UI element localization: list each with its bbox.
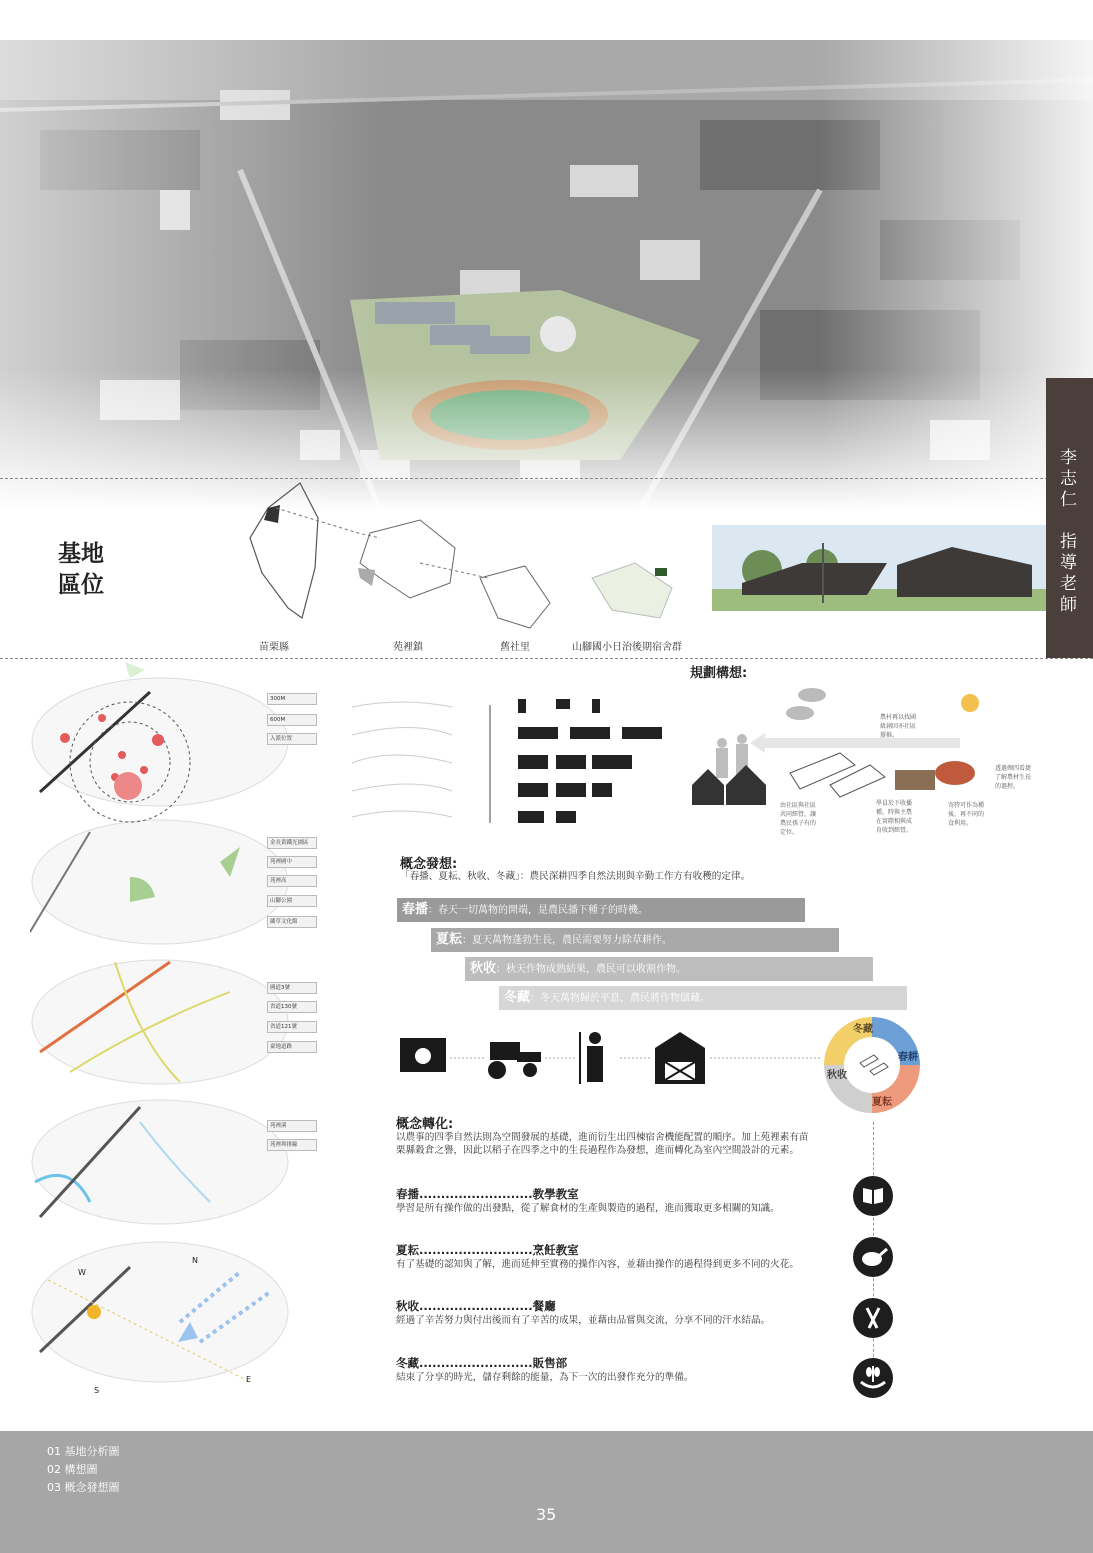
tag-300m: 300M <box>267 693 317 705</box>
divider-bottom <box>0 658 1093 659</box>
seasonal-activity-chart <box>322 685 682 830</box>
wheel-label-autumn: 秋收 <box>827 1070 847 1081</box>
transform-intro: 以農事的四季自然法則為空間發展的基礎，進而衍生出四棟宿舍機能配置的順序。加上苑裡素有苗栗縣穀倉之譽，因此以稻子在四季之中的生長過程作為發想，進而轉化為室內空間設計的元素。 <box>396 1132 809 1156</box>
footer-item-2: 02 構想圖 <box>47 1463 98 1476</box>
season-name-summer: 夏耘 <box>436 932 463 947</box>
concept-intro: 「春播、夏耘、秋收、冬藏」：農民深耕四季自然法則與辛勤工作方有收穫的定律。 <box>400 871 751 882</box>
planning-note-4: 寄特可作為種後，再不同的食利用。 <box>948 802 985 827</box>
tag-600m: 600M <box>267 714 317 726</box>
planning-note-1: 透過劑四看捷了解農材生長的過程。 <box>995 765 1032 790</box>
tag-place-0: 金長黃鐵光園區 <box>267 837 317 849</box>
aerial-photo <box>0 40 1093 510</box>
section-title-site: 基地區位 <box>58 540 104 598</box>
tag-road-0: 國道3號 <box>267 982 317 994</box>
season-desc-spring: ：春天一切萬物的開端，是農民播下種子的時機。 <box>428 905 649 916</box>
item-text-summer: 有了基礎的認知與了解，進而延伸至實務的操作內容，並藉由操作的過程得到更多不同的火花。 <box>396 1259 799 1270</box>
book-icon <box>853 1176 893 1216</box>
season-bar-summer <box>431 928 839 952</box>
site-photo <box>712 525 1046 611</box>
advisor-label: 李志仁 指導老師 <box>1056 448 1076 616</box>
tag-water-1: 苑裡圳排線 <box>267 1139 317 1151</box>
footer <box>0 1431 1093 1553</box>
wheel-label-winter: 冬藏 <box>853 1024 873 1035</box>
item-heading-summer: 夏耘..........................烹飪教室 <box>396 1243 579 1257</box>
planning-title: 規劃構想: <box>690 666 748 681</box>
season-name-winter: 冬藏 <box>504 990 531 1005</box>
map-label-town: 苑裡鎮 <box>393 642 423 653</box>
fork-knife-icon <box>853 1298 893 1338</box>
item-heading-winter: 冬藏..........................販售部 <box>396 1356 568 1370</box>
map-label-site: 山腳國小日治後期宿舍群 <box>572 642 682 653</box>
compass-s: S <box>94 1386 100 1395</box>
season-bar-autumn <box>465 957 873 981</box>
planting-icon <box>400 1038 446 1072</box>
season-name-spring: 春播 <box>402 902 429 917</box>
footer-item-3: 03 概念發想圖 <box>47 1481 120 1494</box>
season-name-autumn: 秋收 <box>470 961 497 976</box>
item-text-autumn: 經過了辛苦努力與付出後而有了辛苦的成果，並藉由品嘗與交流，分享不同的汗水結晶。 <box>396 1315 771 1326</box>
season-desc-summer: ：夏天萬物蓬勃生長，農民需要努力除草耕作。 <box>462 935 673 946</box>
tag-road-2: 省道121號 <box>267 1021 317 1033</box>
map-label-county: 苗栗縣 <box>259 642 289 653</box>
tag-place-3: 山腳公園 <box>267 895 317 907</box>
tag-entrance: 入派位置 <box>267 733 317 745</box>
advisor-tab <box>1046 378 1093 658</box>
cooking-pot-icon <box>853 1237 893 1277</box>
season-desc-autumn: ：秋天作物成熟結果，農民可以收割作物。 <box>496 964 687 975</box>
farming-icons <box>395 1028 825 1088</box>
tag-road-1: 省道130號 <box>267 1001 317 1013</box>
planning-note-3: 學員於下收播種，時與主農在實際相與成育收到經營。 <box>876 800 913 834</box>
item-heading-spring: 春播..........................教學教室 <box>396 1187 579 1201</box>
footer-item-1: 01 基地分析圖 <box>47 1445 120 1458</box>
season-bar-winter <box>499 986 907 1010</box>
tag-place-2: 苑裡高 <box>267 875 317 887</box>
map-label-village: 舊社里 <box>500 642 530 653</box>
tractor-icon <box>488 1042 541 1079</box>
season-desc-winter: ：冬天萬物歸於平息，農民將作物儲藏。 <box>530 993 711 1004</box>
page-number: 35 <box>536 1505 557 1524</box>
barn-icon <box>655 1032 705 1084</box>
farmer-icon <box>580 1032 603 1084</box>
tag-water-0: 苑裡溪 <box>267 1120 317 1132</box>
planning-note-2: 由社區與社區共同經營，讓農民孫子有的定位。 <box>780 802 817 836</box>
tag-place-4: 藺草文化館 <box>267 916 317 928</box>
item-heading-autumn: 秋收..........................餐廳 <box>396 1299 556 1313</box>
tag-road-3: 臺地道路 <box>267 1041 317 1053</box>
tag-place-1: 苑裡國中 <box>267 856 317 868</box>
item-text-spring: 學習是所有操作做的出發點，從了解食材的生產與製造的過程，進而獲取更多相關的知識。 <box>396 1203 780 1214</box>
compass-e: E <box>246 1375 252 1384</box>
compass-n: N <box>192 1256 198 1265</box>
grain-hand-icon <box>853 1358 893 1398</box>
location-maps <box>240 478 720 638</box>
item-text-winter: 結束了分享的時光，儲存剩餘的能量，為下一次的出發作充分的準備。 <box>396 1372 694 1383</box>
wheel-label-spring: 春耕 <box>898 1052 918 1063</box>
planning-note-0: 農村再以找國級創因亦社區撐推。 <box>880 714 917 739</box>
compass-w: W <box>78 1268 86 1277</box>
season-bar-spring <box>397 898 805 922</box>
wheel-label-summer: 夏耘 <box>872 1097 892 1108</box>
transform-title: 概念轉化: <box>396 1117 454 1132</box>
concept-title: 概念發想: <box>400 857 458 872</box>
